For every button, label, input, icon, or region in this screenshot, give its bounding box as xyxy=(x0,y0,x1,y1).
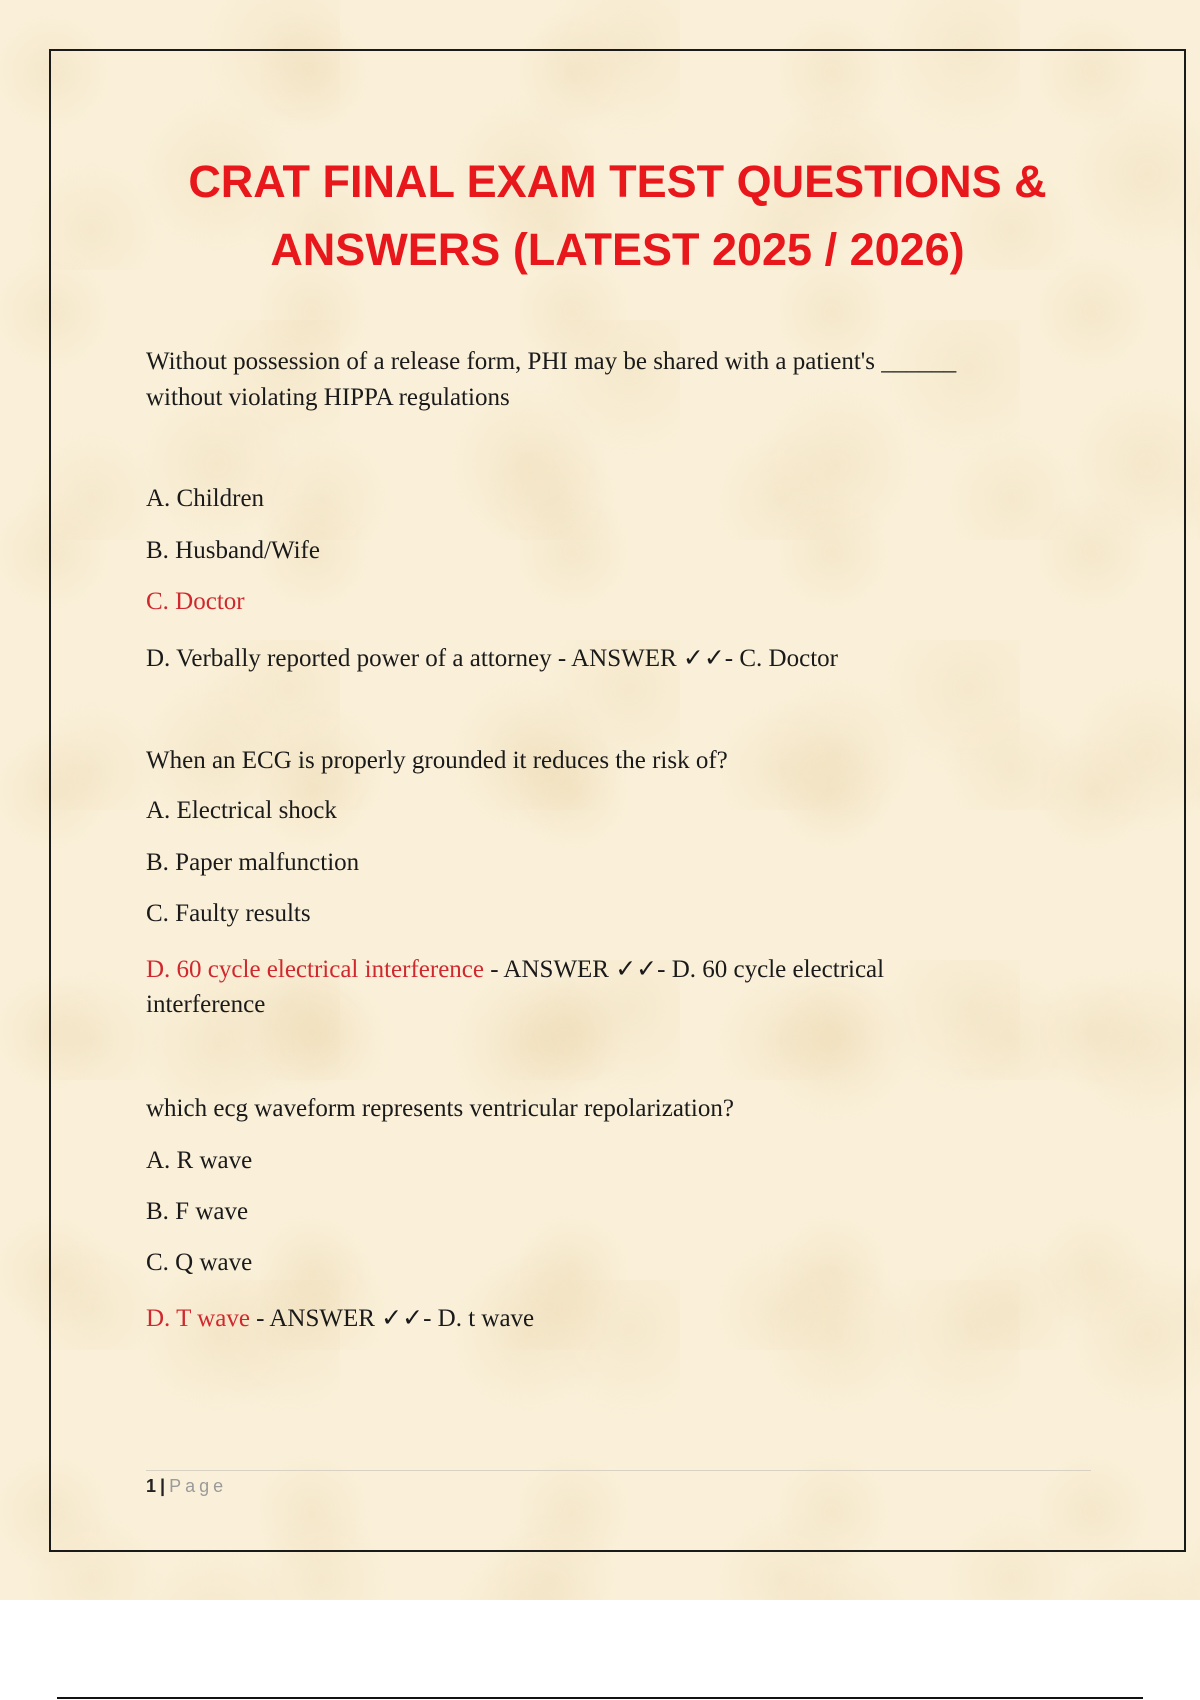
question-2-option-d-with-answer xyxy=(146,952,884,987)
question-3-option-d-with-answer xyxy=(146,1301,534,1336)
page-label: Page xyxy=(169,1476,228,1496)
question-1-option-c-correct: C. Doctor xyxy=(146,588,245,615)
question-3-answer-marker: - ANSWER ✓✓- xyxy=(249,1305,438,1332)
question-2-option-a: A. Electrical shock xyxy=(146,797,337,824)
question-1-option-d: D. Verbally reported power of a attorney xyxy=(146,645,552,672)
page-separator: | xyxy=(160,1476,166,1496)
question-1-option-a: A. Children xyxy=(146,485,265,512)
bottom-divider xyxy=(57,1697,1143,1699)
question-1-answer: C. Doctor xyxy=(739,645,838,672)
question-1-option-d-with-answer xyxy=(146,641,838,676)
question-2-answer-marker: - ANSWER ✓✓- xyxy=(483,956,672,983)
question-2-option-d-correct: D. 60 cycle electrical interference xyxy=(146,956,484,983)
question-2-answer-line-2: interference xyxy=(146,991,266,1018)
question-2-option-c: C. Faulty results xyxy=(146,900,311,927)
question-3-stem: which ecg waveform represents ventricular repolarization? xyxy=(146,1095,734,1122)
title-line-1: CRAT FINAL EXAM TEST QUESTIONS & xyxy=(188,156,1047,207)
question-3-option-a: A. R wave xyxy=(146,1147,253,1174)
question-1-stem-line-2: without violating HIPPA regulations xyxy=(146,384,510,411)
question-2-answer-line-1: D. 60 cycle electrical xyxy=(671,956,885,983)
question-3-option-c: C. Q wave xyxy=(146,1249,253,1276)
question-3-answer: D. t wave xyxy=(437,1305,535,1332)
question-1-answer-marker: - ANSWER ✓✓- xyxy=(551,645,740,672)
question-3-option-b: B. F wave xyxy=(146,1198,249,1225)
title-line-2: ANSWERS (LATEST 2025 / 2026) xyxy=(270,224,965,275)
question-1-stem-line-1: Without possession of a release form, PHI may be shared with a patient's ______ xyxy=(146,348,957,375)
page-number: 1 xyxy=(146,1476,157,1496)
question-3-option-d-correct: D. T wave xyxy=(146,1305,250,1332)
document-title xyxy=(49,148,1186,284)
question-2-stem: When an ECG is properly grounded it reduces the risk of? xyxy=(146,747,728,774)
question-2-option-b: B. Paper malfunction xyxy=(146,849,360,876)
footer-divider xyxy=(146,1470,1091,1471)
question-1-option-b: B. Husband/Wife xyxy=(146,537,320,564)
page-number-footer xyxy=(146,1473,227,1499)
